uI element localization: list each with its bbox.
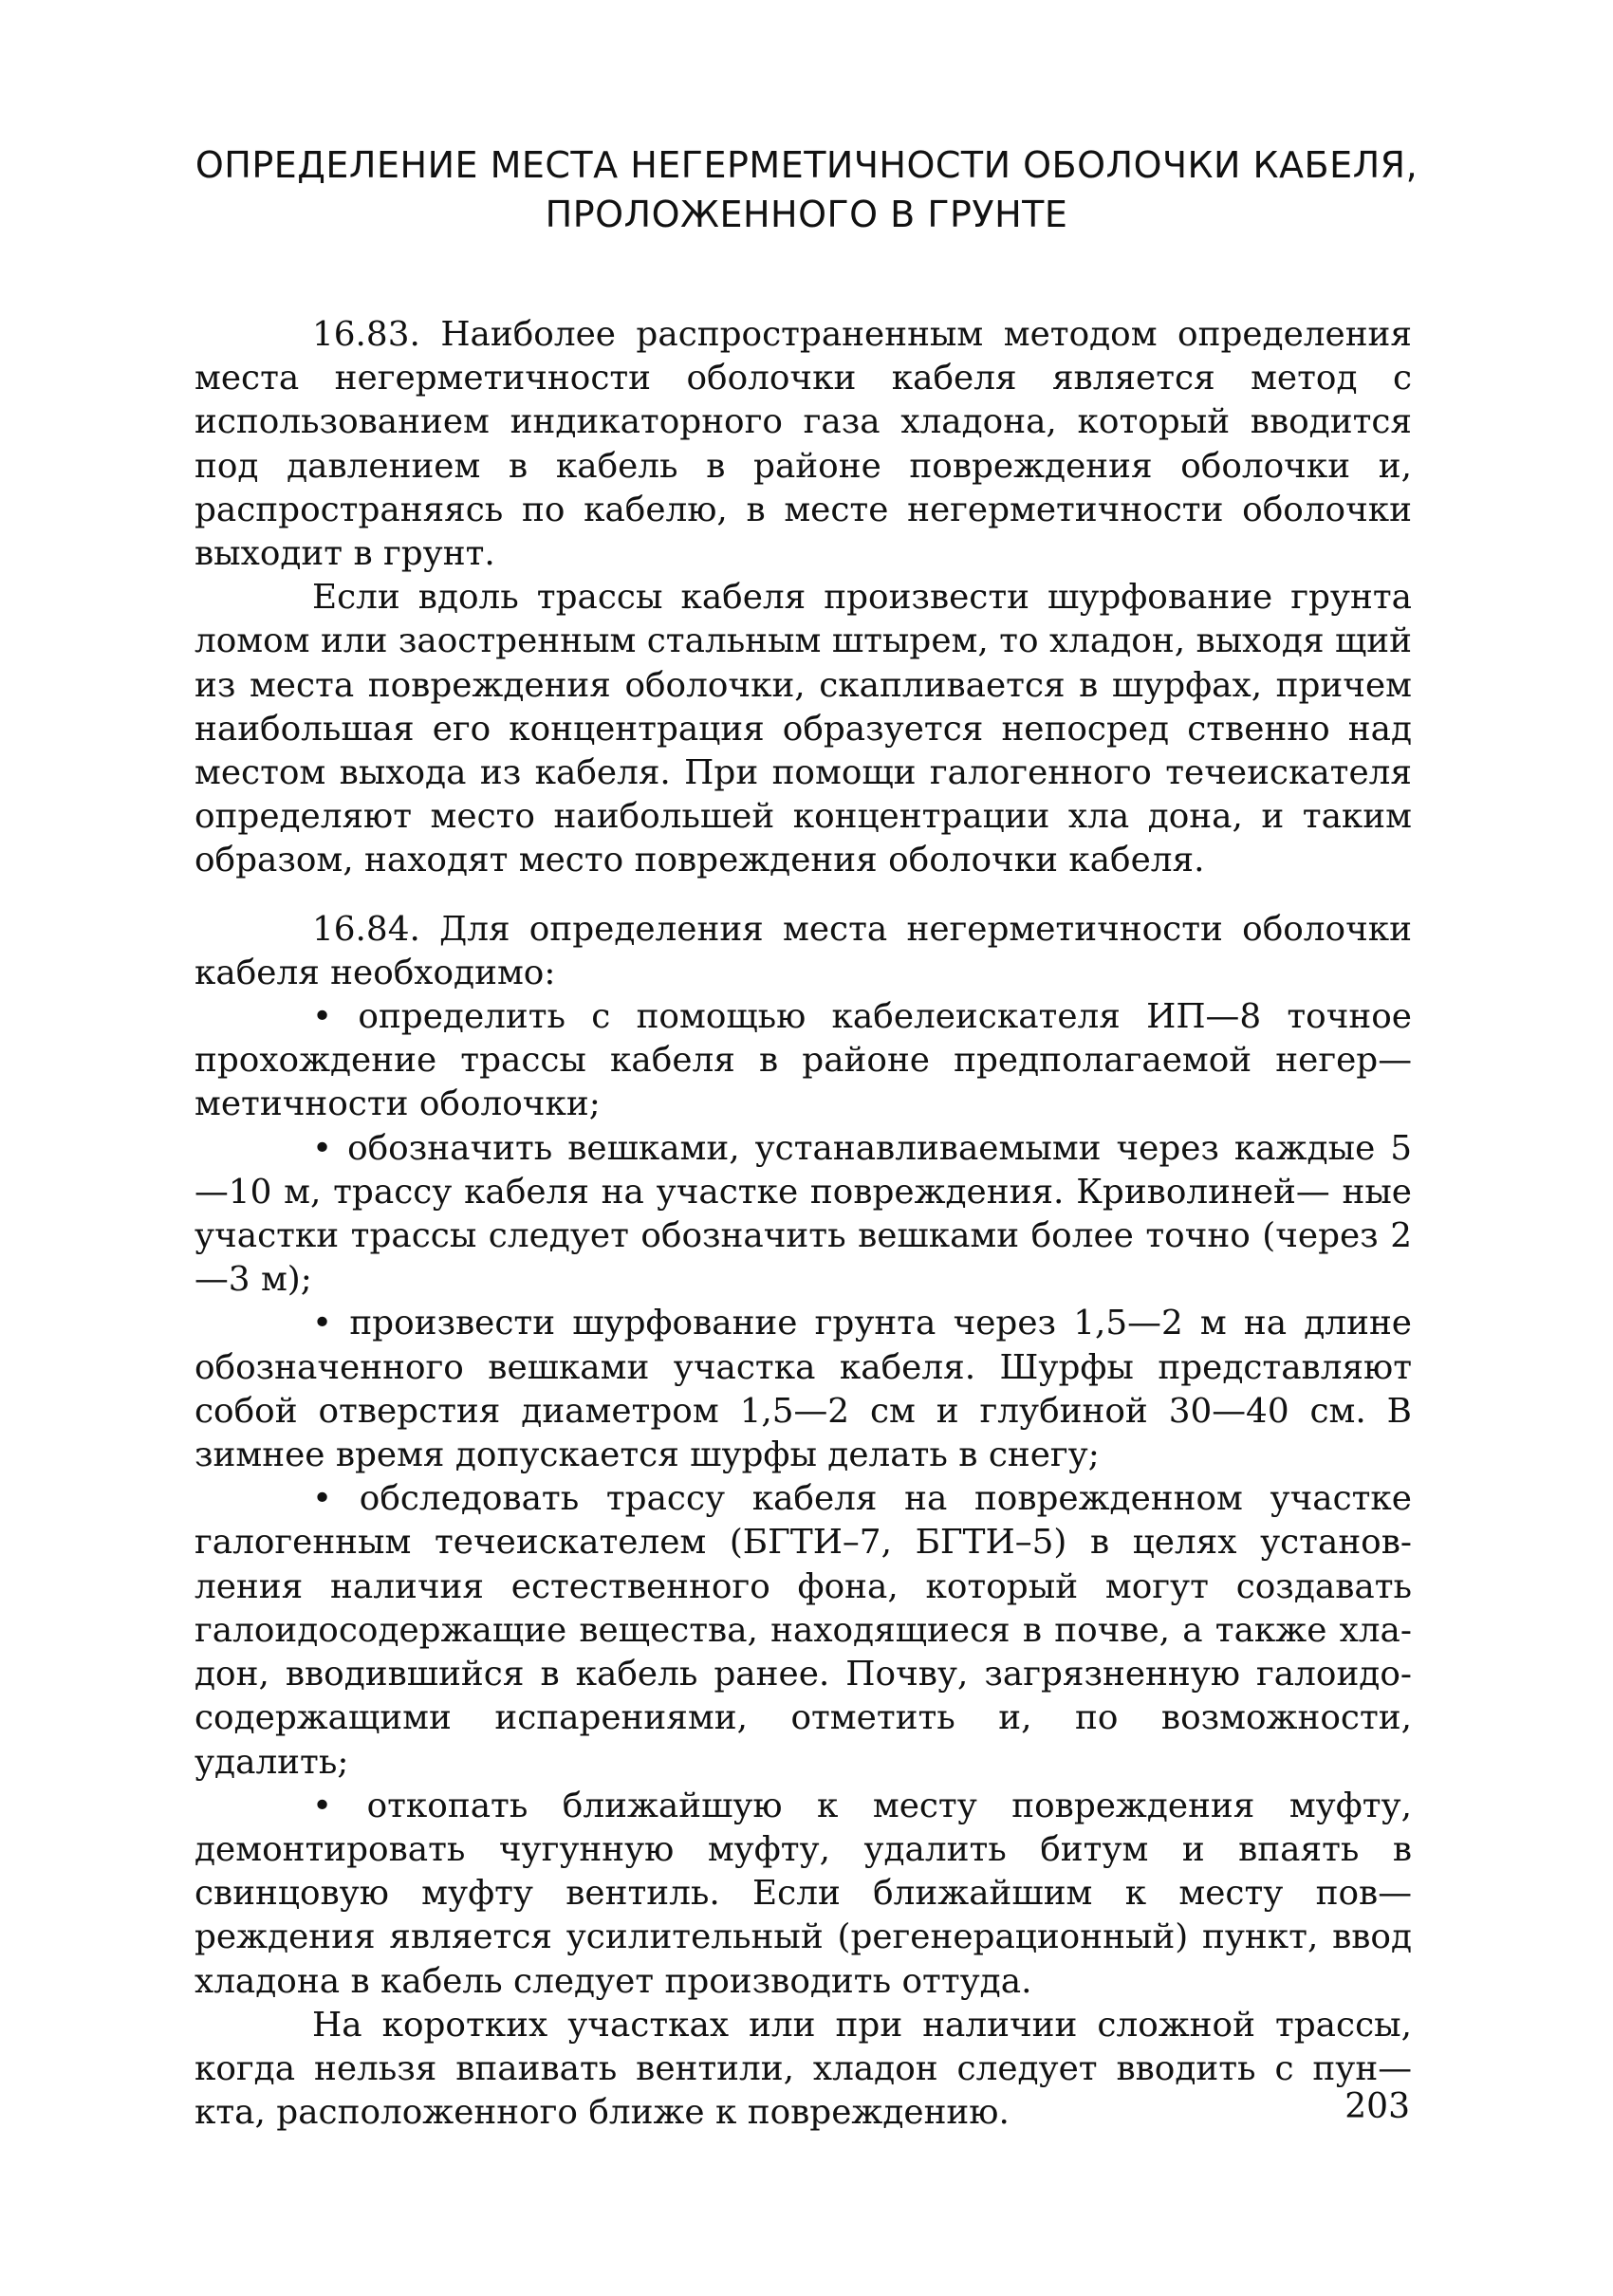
paragraph-16-84: 16.84. Для определения места негерметичности оболочки кабеля необходимо: [195, 909, 1412, 992]
bullet-icon: • [312, 1479, 333, 1519]
list-item-text: определить с помощью кабелеискателя ИП—8 точное прохождение трассы кабеля в районе предполагаемой негер— метичности оболочки; [195, 997, 1412, 1124]
list-item [195, 1477, 1412, 1784]
bullet-icon: • [312, 1304, 333, 1343]
bullet-icon: • [312, 1128, 333, 1168]
body-text [195, 313, 1412, 2135]
bullet-icon: • [312, 997, 333, 1037]
bullet-icon: • [312, 1786, 333, 1825]
page-number: 203 [1344, 2087, 1410, 2126]
list-item [195, 1127, 1412, 1303]
list-item-text: откопать ближайшую к месту повреждения муфту, демонтировать чугунную муфту, удалить битум и впаять в свинцовую муфту вентиль. Если ближайшим к месту пов— реждения является усилительный (регенерационный) пункт, ввод хладона в кабель следует производить оттуда. [195, 1786, 1412, 2001]
heading-line-2: ПРОЛОЖЕННОГО В ГРУНТЕ [545, 194, 1068, 235]
paragraph-shurfovanie: Если вдоль трассы кабеля произвести шурфование грунта ломом или заостренным стальным штырем, то хладон, выходя щий из места повреждения оболочки, скапливается в шурфах, причем наибольшая его концентрация образуется непосред ственно над местом выхода из кабеля. При помощи галогенного течеискателя определяют место наибольшей концентрации хла дона, и таким образом, находят место повреждения оболочки кабеля. [195, 578, 1412, 880]
list-item-text: произвести шурфование грунта через 1,5—2 м на длине обозначенного вешками участка кабеля. Шурфы представляют собой отверстия диаметром 1,5—2 см и глубиной 30—40 см. В зимнее время допускается шурфы делать в снегу; [195, 1304, 1412, 1475]
list-item-text: обследовать трассу кабеля на поврежденном участке галогенным течеискателем (БГТИ–7, БГТИ–5) в целях установ ления наличия естественного фона, который могут создавать галоидосодержащие вещества, находящиеся в почве, а также хла дон, вводившийся в кабель ранее. Почву, загрязненную галоидо содержащими испарениями, отметить и, по возможности, удалить; [195, 1479, 1412, 1782]
paragraph-16-83: 16.83. Наиболее распространенным методом определения места негерметичности оболочки кабеля является метод с использованием индикаторного газа хладона, который вводится под давлением в кабель в районе повреждения оболочки и, распространяясь по кабелю, в месте негерметичности оболочки выходит в грунт. [195, 315, 1412, 574]
paragraph-short-sections: На коротких участках или при наличии сложной трассы, когда нельзя впаивать вентили, хладон следует вводить с пун— кта, расположенного ближе к повреждению. [195, 2005, 1412, 2133]
list-item [195, 995, 1412, 1127]
list-item [195, 1785, 1412, 2004]
list-item [195, 1302, 1412, 1477]
section-heading [190, 140, 1423, 239]
list-item-text: обозначить вешками, устанавливаемыми через каждые 5—10 м, трассу кабеля на участке повреждения. Криволиней— ные участки трассы следует обозначить вешками более точно (через 2—3 м); [195, 1128, 1412, 1300]
heading-line-1: ОПРЕДЕЛЕНИЕ МЕСТА НЕГЕРМЕТИЧНОСТИ ОБОЛОЧКИ КАБЕЛЯ, [195, 144, 1418, 186]
